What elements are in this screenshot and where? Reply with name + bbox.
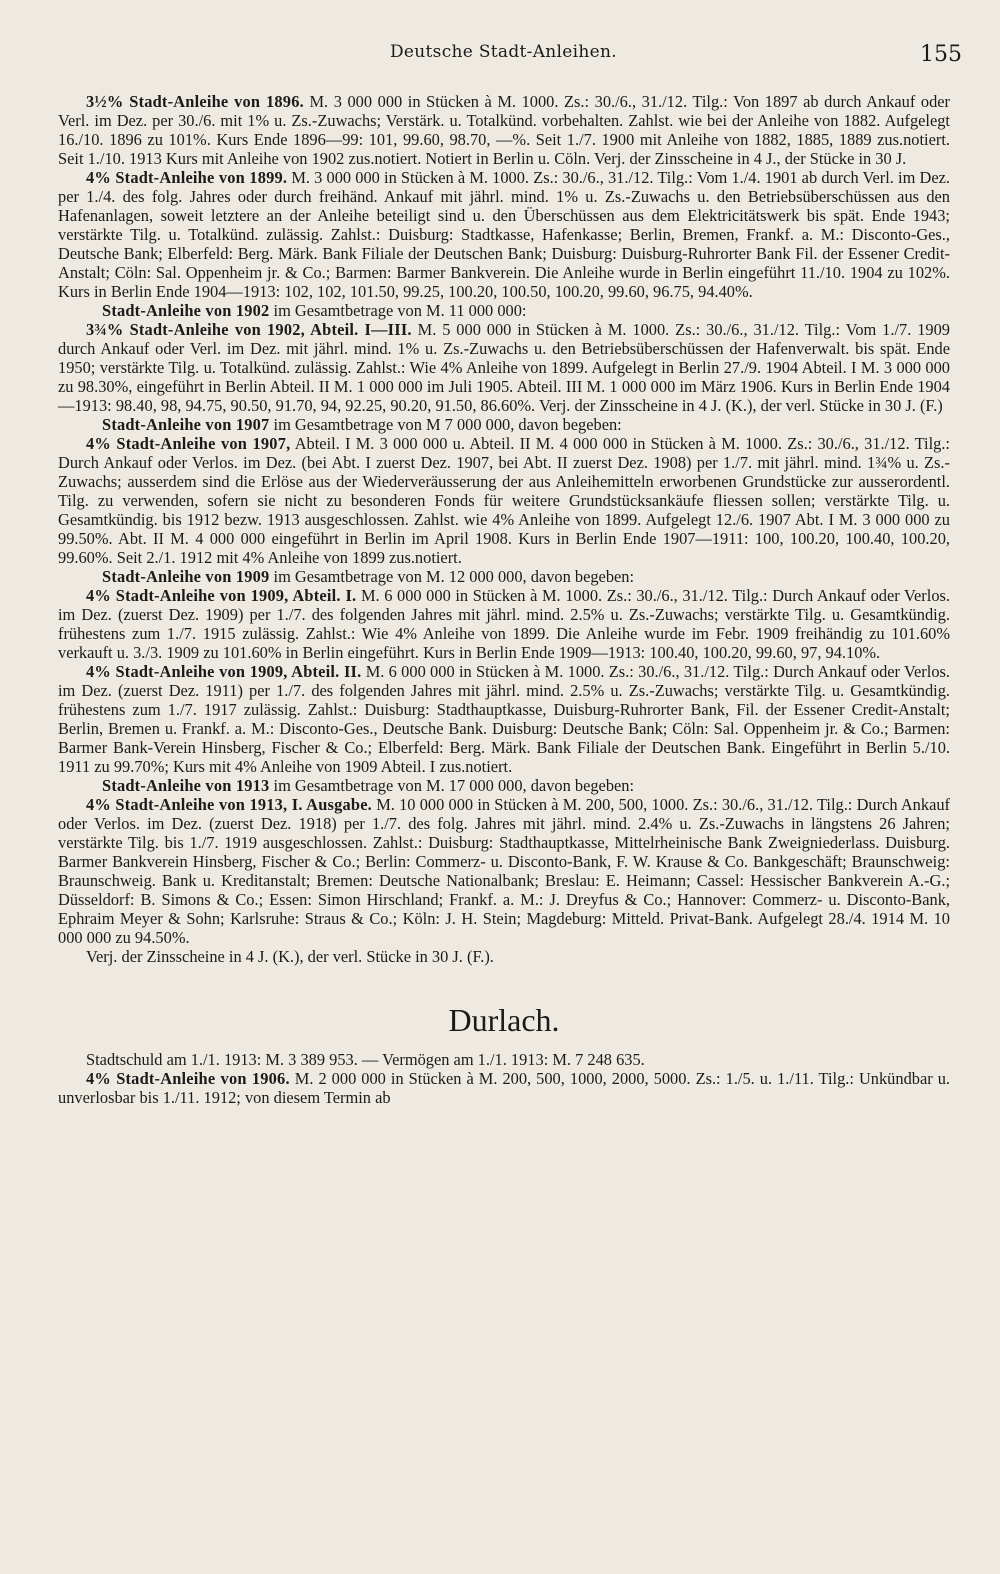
entry-1909-2 bbox=[58, 662, 950, 776]
entry-1902 bbox=[58, 320, 950, 415]
entry-lead: 3½% Stadt-Anleihe von 1896. bbox=[86, 92, 304, 111]
running-title: Deutsche Stadt-Anleihen. bbox=[390, 42, 617, 62]
entry-durlach-1906 bbox=[58, 1069, 950, 1107]
entry-1907 bbox=[58, 434, 950, 567]
entry-text: M. 3 000 000 in Stücken à M. 1000. Zs.: 30./6., 31./12. Tilg.: Vom 1./4. 1901 ab durch Verl. im Dez. per 1./4. des folg. Jahres oder durch freihänd. Ankauf mit jährl. mind. 1% u. Zs.-Zuwachs u. den Betriebsüberschüssen aus den Hafenanlagen, soweit letztere an der Anleihe beteiligt sind u. den Überschüssen aus dem Elektricitätswerk bis spät. Ende 1943; verstärkte Tilg. u. Totalkünd. zulässig. Zahlst.: Duisburg: Stadtkasse, Hafenkasse; Berlin, Bremen, Frankf. a. M.: Disconto-Ges., Deutsche Bank; Elberfeld: Berg. Märk. Bank Filiale der Deutschen Bank; Duisburg: Duisburg-Ruhrorter Bank Fil. der Essener Credit-Anstalt; Cöln: Sal. Oppenheim jr. & Co.; Barmen: Barmer Bankverein. Die Anleihe wurde in Berlin eingeführt 11./10. 1904 zu 102%. Kurs in Berlin Ende 1904—1913: 102, 102, 101.50, 99.25, 100.20, 100.50, 100.20, 99.60, 96.75, 94.40%. bbox=[58, 168, 951, 301]
entry-lead: 4% Stadt-Anleihe von 1913, I. Ausgabe. bbox=[86, 795, 372, 814]
entry-1909-total bbox=[58, 567, 950, 586]
entry-1907-total bbox=[58, 415, 950, 434]
page-header bbox=[0, 42, 1000, 72]
entry-text: M. 3 000 000 in Stücken à M. 1000. Zs.: 30./6., 31./12. Tilg.: Von 1897 ab durch Ankauf oder Verl. im Dez. per 30./6. mit 1% u. Zs.-Zuwachs; Verstärk. u. Totalkünd. vorbehalten. Zahlst. wie bei der Anleihe von 1882. Aufgelegt 16./10. 1896 zu 101%. Kurs Ende 1896—99: 101, 99.60, 98.70, —%. Seit 1./7. 1900 mit Anleihe von 1882, 1885, 1889 zus.notiert. Seit 1./10. 1913 Kurs mit Anleihe von 1902 zus.notiert. Notiert in Berlin u. Cöln. Verj. der Zinsscheine in 4 J., der Stücke in 30 J. bbox=[58, 92, 951, 168]
entry-text: Abteil. I M. 3 000 000 u. Abteil. II M. 4 000 000 in Stücken à M. 1000. Zs.: 30./6., 31./12. Tilg.: Durch Ankauf oder Verlos. im Dez. (bei Abt. I zuerst Dez. 1907, bei Abt. II zuerst Dez. 1908) per 1./7. mit jährl. mind. 1¾% u. Zs.-Zuwachs; ausserdem sind die Erlöse aus der Wiederveräusserung der aus Anleihemitteln erworbenen Grundstücke zur ausserordentl. Tilg. zu verwenden, sofern sie nicht zu besonderen Fonds für weitere Grundstücksankäufe fliessen sollen; verstärkte Tilg. u. Gesamtkündig. bis 1912 bezw. 1913 ausgeschlossen. Zahlst. wie 4% Anleihe von 1899. Aufgelegt 12./6. 1907 Abt. I M. 3 000 000 zu 99.50%. Abt. II M. 4 000 000 eingeführt in Berlin im April 1908. Kurs in Berlin Ende 1907—1911: 100, 100.20, 100.40, 100.20, 99.60%. Seit 2./1. 1912 mit 4% Anleihe von 1899 zus.notiert. bbox=[58, 434, 950, 567]
page-number: 155 bbox=[920, 42, 962, 67]
entry-lead: 3¾% Stadt-Anleihe von 1902, Abteil. I—III. bbox=[86, 320, 412, 339]
entry-1896 bbox=[58, 92, 950, 168]
entry-text: M. 2 000 000 in Stücken à M. 200, 500, 1000, 2000, 5000. Zs.: 1./5. u. 1./11. Tilg.: Unkündbar u. unverlosbar bis 1./11. 1912; von diesem Termin ab bbox=[58, 1069, 951, 1107]
entry-lead: Stadt-Anleihe von 1902 bbox=[102, 301, 270, 320]
entry-lead: 4% Stadt-Anleihe von 1907, bbox=[86, 434, 291, 453]
entry-text: im Gesamtbetrage von M 7 000 000, davon begeben: bbox=[269, 415, 622, 434]
entry-lead: 4% Stadt-Anleihe von 1909, Abteil. II. bbox=[86, 662, 362, 681]
entry-text: im Gesamtbetrage von M. 11 000 000: bbox=[269, 301, 527, 320]
section-intro: Stadtschuld am 1./1. 1913: M. 3 389 953. — Vermögen am 1./1. 1913: M. 7 248 635. bbox=[86, 1050, 645, 1069]
entry-lead: Stadt-Anleihe von 1909 bbox=[102, 567, 270, 586]
entry-verjaehrung bbox=[58, 947, 950, 966]
entry-text: im Gesamtbetrage von M. 17 000 000, davon begeben: bbox=[269, 776, 635, 795]
entry-1913-total bbox=[58, 776, 950, 795]
entry-text: im Gesamtbetrage von M. 12 000 000, davon begeben: bbox=[269, 567, 635, 586]
entry-lead: 4% Stadt-Anleihe von 1899. bbox=[86, 168, 288, 187]
entry-lead: Stadt-Anleihe von 1913 bbox=[102, 776, 270, 795]
entry-lead: 4% Stadt-Anleihe von 1906. bbox=[86, 1069, 290, 1088]
entry-1899 bbox=[58, 168, 950, 301]
entry-1902-total bbox=[58, 301, 950, 320]
document-body bbox=[58, 92, 950, 1107]
entry-text: Verj. der Zinsscheine in 4 J. (K.), der verl. Stücke in 30 J. (F.). bbox=[86, 947, 494, 966]
entry-text: M. 10 000 000 in Stücken à M. 200, 500, 1000. Zs.: 30./6., 31./12. Tilg.: Durch Ankauf oder Verlos. im Dez. (zuerst Dez. 1918) per 1./7. des folg. Jahres mit jährl. mind. 2.4% u. Zs.-Zuwachs in längstens 26 Jahren; verstärkte Tilg. bis 1./7. 1919 ausgeschlossen. Zahlst.: Duisburg: Stadthauptkasse, Mittelrheinische Bank Zweigniederlass. Duisburg. Barmer Bankverein Hinsberg, Fischer & Co.; Berlin: Commerz- u. Disconto-Bank, F. W. Krause & Co. Bankgeschäft; Braunschweig: Braunschweig. Bank u. Kreditanstalt; Bremen: Deutsche Nationalbank; Breslau: E. Heimann; Cassel: Hessischer Bankverein A.-G.; Düsseldorf: B. Simons & Co.; Essen: Simon Hirschland; Frankf. a. M.: J. Dreyfus & Co.; Hannover: Commerz- u. Disconto-Bank, Ephraim Meyer & Sohn; Karlsruhe: Straus & Co.; Köln: J. H. Stein; Magdeburg: Mitteld. Privat-Bank. Aufgelegt 28./4. 1914 M. 10 000 000 zu 94.50%. bbox=[58, 795, 951, 947]
entry-1913 bbox=[58, 795, 950, 947]
entry-lead: 4% Stadt-Anleihe von 1909, Abteil. I. bbox=[86, 586, 357, 605]
entry-lead: Stadt-Anleihe von 1907 bbox=[102, 415, 270, 434]
entry-1909-1 bbox=[58, 586, 950, 662]
section-heading: Durlach. bbox=[448, 1002, 560, 1038]
entry-text: M. 6 000 000 in Stücken à M. 1000. Zs.: 30./6., 31./12. Tilg.: Durch Ankauf oder Verlos. im Dez. (zuerst Dez. 1909) per 1./7. des folgenden Jahres mit jährl. mind. 2.5% u. Zs.-Zuwachs; verstärkte Tilg. u. Gesamtkündig. frühestens zum 1./7. 1915 zulässig. Zahlst.: Wie 4% Anleihe von 1899. Die Anleihe wurde im Febr. 1909 freihändig zu 101.60% verkauft u. 3./3. 1909 zu 101.60% in Berlin eingeführt. Kurs in Berlin Ende 1909—1913: 100.40, 100.20, 99.60, 97, 94.10%. bbox=[58, 586, 950, 662]
entry-text: M. 6 000 000 in Stücken à M. 1000. Zs.: 30./6., 31./12. Tilg.: Durch Ankauf oder Verlos. im Dez. (zuerst Dez. 1911) per 1./7. des folgenden Jahres mit jährl. mind. 2.5% u. Zs.-Zuwachs; verstärkte Tilg. u. Gesamtkündig. frühestens zum 1./7. 1917 zulässig. Zahlst.: Duisburg: Stadthauptkasse, Duisburg-Ruhrorter Bank, Fil. der Essener Credit-Anstalt; Berlin, Bremen u. Frankf. a. M.: Disconto-Ges., Deutsche Bank. Duisburg: Deutsche Bank; Cöln: Sal. Oppenheim jr. & Co.; Barmen: Barmer Bank-Verein Hinsberg, Fischer & Co.; Elberfeld: Berg. Märk. Bank Filiale der Deutschen Bank. Eingeführt in Berlin 5./10. 1911 zu 99.70%; Kurs mit 4% Anleihe von 1909 Abteil. I zus.notiert. bbox=[58, 662, 950, 776]
entry-text: M. 5 000 000 in Stücken à M. 1000. Zs.: 30./6., 31./12. Tilg.: Vom 1./7. 1909 durch Ankauf oder Verl. im Dez. mit jährl. mind. 1% u. Zs.-Zuwachs u. den Betriebsüberschüssen der Hafenverwalt. bis spät. Ende 1950; verstärkte Tilg. u. Totalkünd. zulässig. Zahlst.: Wie 4% Anleihe von 1899. Aufgelegt in Berlin 27./9. 1904 Abteil. I M. 3 000 000 zu 98.30%, eingeführt in Berlin Abteil. II M. 1 000 000 im Juli 1905. Abteil. III M. 1 000 000 im März 1906. Kurs in Berlin Ende 1904—1913: 98.40, 98, 94.75, 90.50, 91.70, 94, 92.25, 90.20, 91.50, 86.60%. Verj. der Zinsscheine in 4 J. (K.), der verl. Stücke in 30 J. (F.) bbox=[58, 320, 951, 415]
